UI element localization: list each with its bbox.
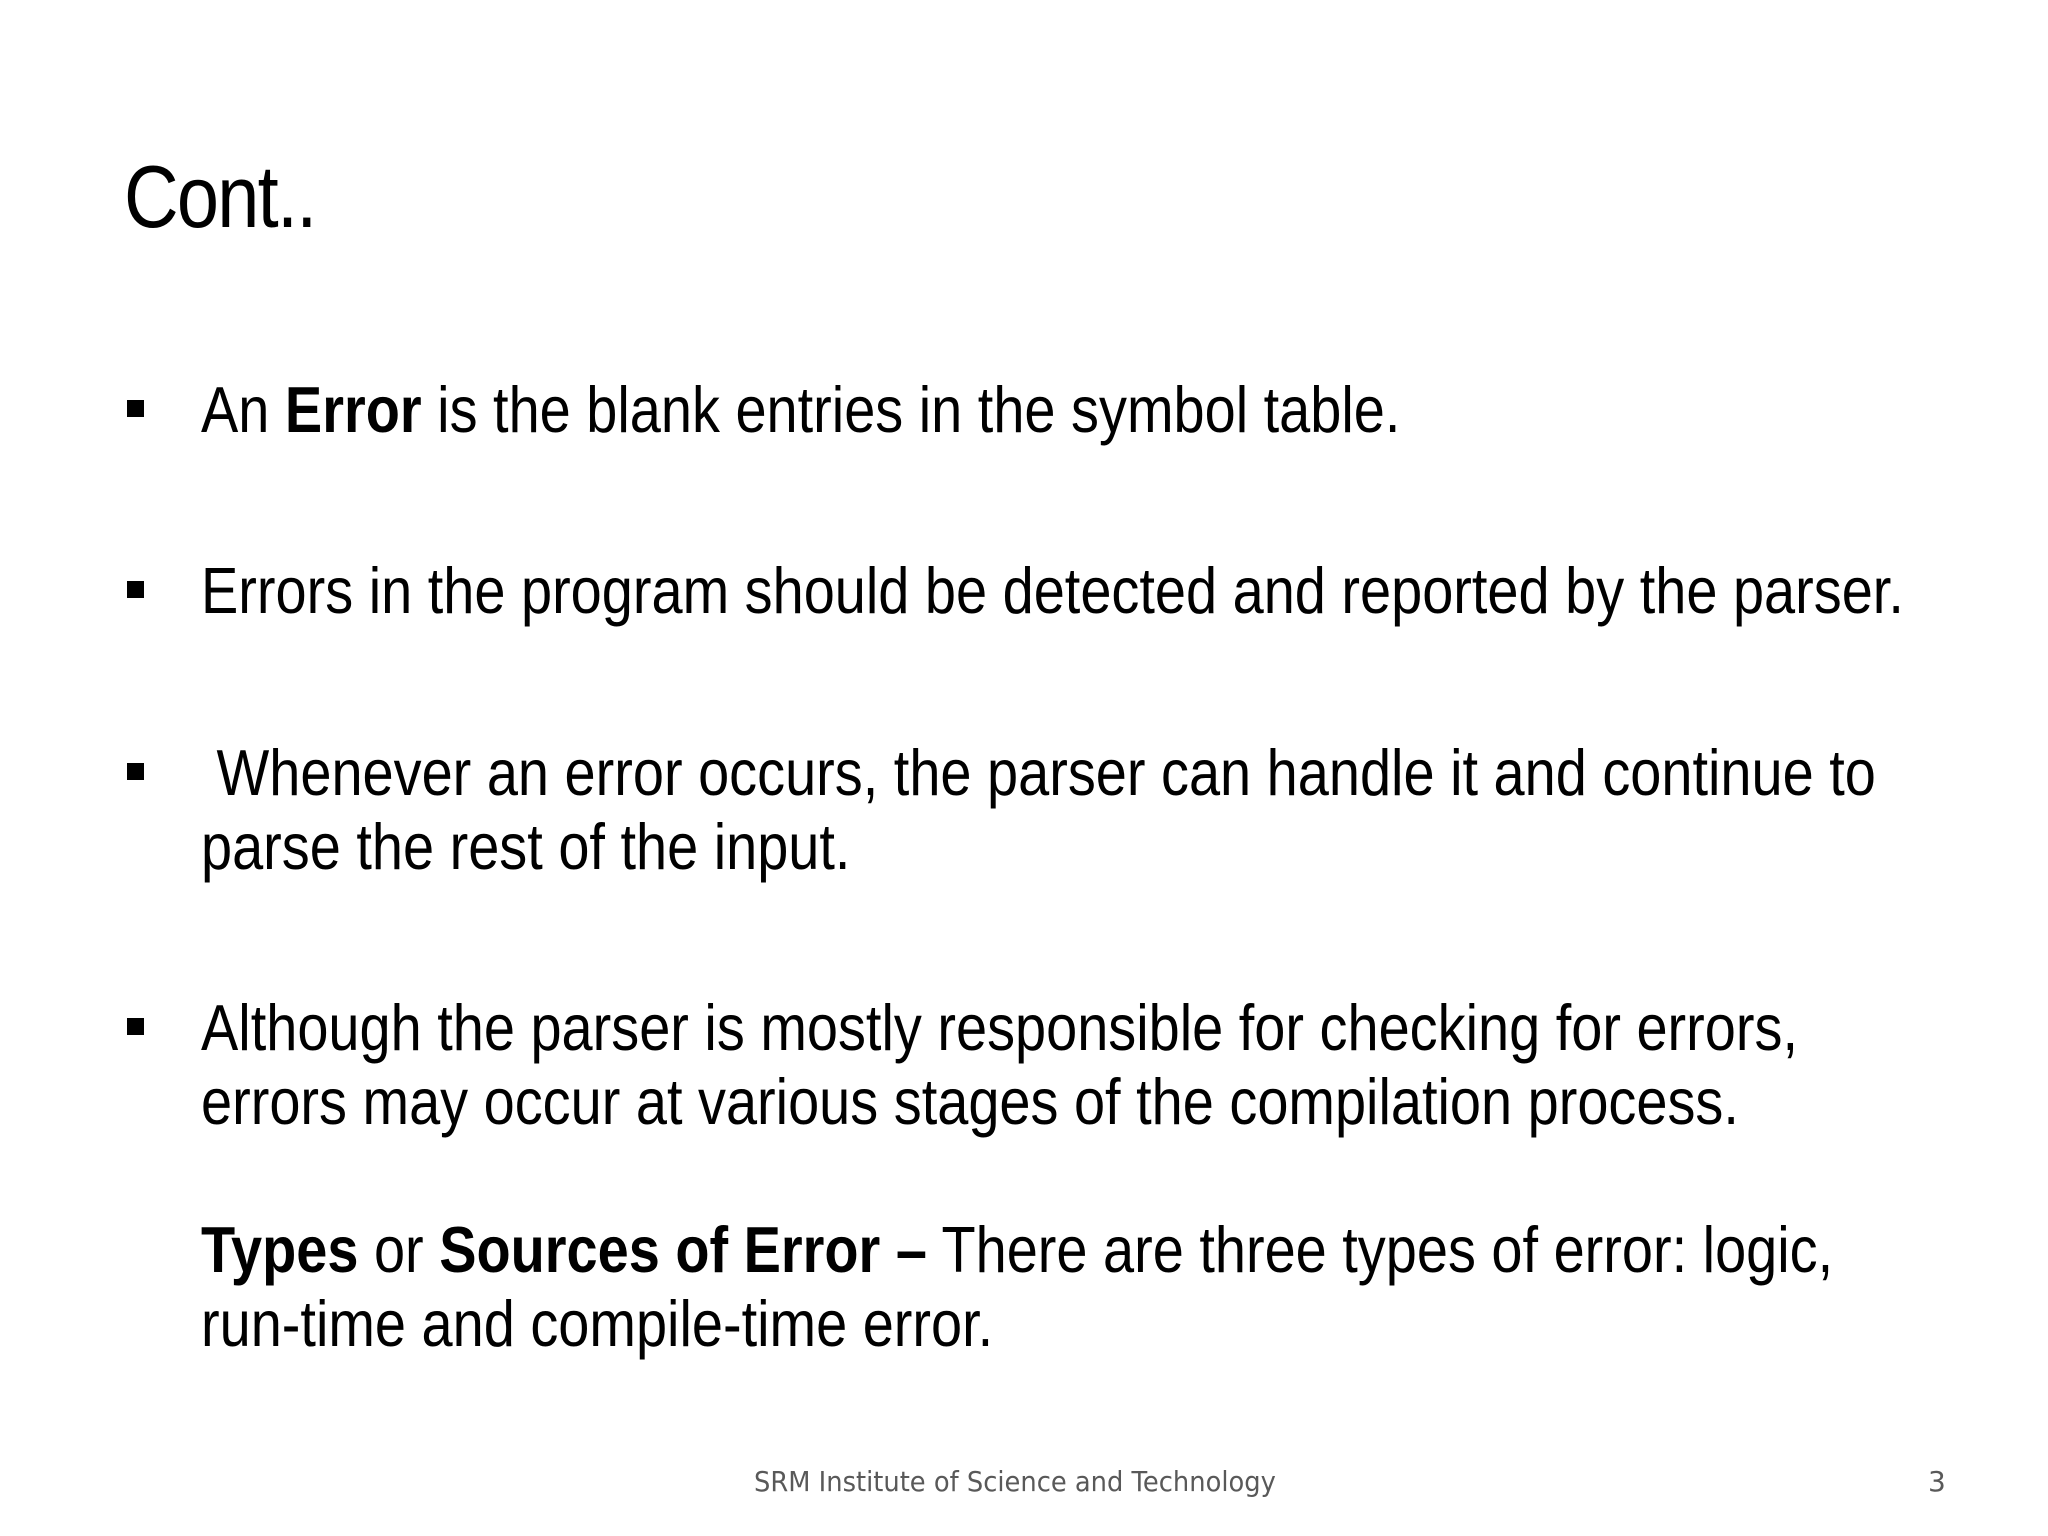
bullet-text-pre: An [201,373,285,446]
bullet-marker [127,1018,144,1035]
bullet-text-3 [201,736,1876,884]
page-number: 3 [1928,1465,1946,1498]
types-paragraph [201,1213,1833,1361]
bullet-marker [127,763,144,780]
bullet-line: Whenever an error occurs, the parser can handle it and continue to [201,736,1876,809]
slide-footer: SRM Institute of Science and Technology [754,1465,1276,1498]
bullet-line: errors may occur at various stages of the compilation process. [201,1065,1739,1138]
types-bold: Types [201,1213,359,1286]
bullet-marker [127,581,144,598]
bullet-text-post: is the blank entries in the symbol table. [421,373,1401,446]
bullet-line: Errors in the program should be detected and reported by the parser. [201,554,1904,627]
types-line [201,1213,1833,1287]
types-mid: or [358,1213,440,1286]
bullet-text-bold: Error [284,373,422,446]
sources-bold: Sources of Error – [439,1213,927,1286]
bullet-text-2 [201,554,1904,628]
bullet-line [201,373,1400,447]
bullet-line: parse the rest of the input. [201,810,851,883]
bullet-line: Although the parser is mostly responsible for checking for errors, [201,991,1798,1064]
types-line: run-time and compile-time error. [201,1287,994,1360]
bullet-text-1 [201,373,1400,447]
bullet-text-4 [201,991,1798,1139]
bullet-marker [127,400,144,417]
slide-title: Cont.. [124,147,316,246]
types-rest: There are three types of error: logic, [926,1213,1834,1286]
